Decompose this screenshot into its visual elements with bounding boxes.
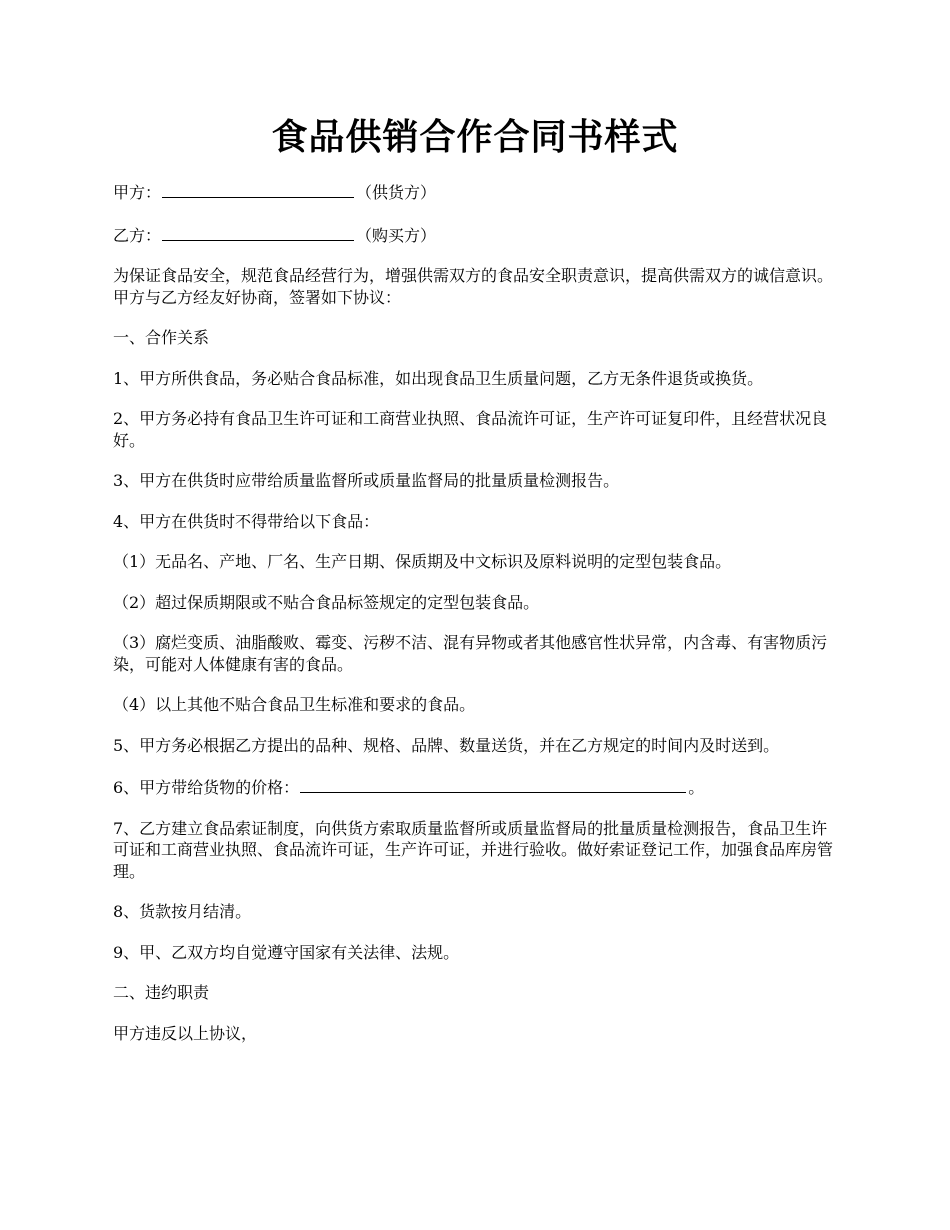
- intro-paragraph: 为保证食品安全，规范食品经营行为，增强供需双方的食品安全职责意识，提高供需双方的诚信意识。甲方与乙方经友好协商，签署如下协议：: [113, 266, 834, 307]
- clause-7: 7、乙方建立食品索证制度，向供货方索取质量监督所或质量监督局的批量质量检测报告，食品卫生许可证和工商营业执照、食品流许可证，生产许可证，并进行验收。做好索证登记工作，加强食品库房管理。: [113, 818, 834, 881]
- clause-6-end: 。: [688, 778, 705, 797]
- section-heading-breach: 二、违约职责: [113, 983, 210, 1002]
- sub-clause-2: （2）超过保质期限或不贴合食品标签规定的定型包装食品。: [113, 592, 540, 612]
- party-b-label: 乙方：: [113, 225, 162, 245]
- clause-9: 9、甲、乙双方均自觉遵守国家有关法律、法规。: [113, 942, 460, 962]
- party-a-label: 甲方：: [113, 183, 162, 202]
- clause-1: 1、甲方所供食品，务必贴合食品标准，如出现食品卫生质量问题，乙方无条件退货或换货。: [113, 368, 764, 388]
- breach-paragraph: 甲方违反以上协议，: [113, 1023, 258, 1043]
- clause-6-label: 6、甲方带给货物的价格：: [113, 778, 300, 797]
- document-body: [113, 180, 841, 1063]
- party-b-role: （购买方）: [356, 225, 437, 245]
- clause-3: 3、甲方在供货时应带给质量监督所或质量监督局的批量质量检测报告。: [113, 471, 620, 490]
- party-a-role: （供货方）: [356, 183, 437, 202]
- price-blank: [300, 775, 686, 793]
- clause-5: 5、甲方务必根据乙方提出的品种、规格、品牌、数量送货，并在乙方规定的时间内及时送到。: [113, 735, 780, 755]
- party-a-blank: [162, 180, 354, 198]
- section-heading-cooperation: 一、合作关系: [113, 328, 210, 347]
- sub-clause-1: （1）无品名、产地、厂名、生产日期、保质期及中文标识及原料说明的定型包装食品。: [113, 552, 732, 571]
- clause-6: [113, 775, 841, 799]
- party-a-line: [113, 180, 841, 204]
- clause-2: 2、甲方务必持有食品卫生许可证和工商营业执照、食品流许可证，生产许可证复印件，且经营状况良好。: [113, 409, 828, 450]
- clause-8: 8、货款按月结清。: [113, 902, 252, 921]
- document-title: 食品供销合作合同书样式: [271, 116, 679, 158]
- party-b-blank: [162, 223, 354, 241]
- party-b-line: [113, 223, 841, 247]
- sub-clause-4: （4）以上其他不贴合食品卫生标准和要求的食品。: [113, 695, 476, 714]
- clause-4: 4、甲方在供货时不得带给以下食品：: [113, 511, 380, 531]
- sub-clause-3: （3）腐烂变质、油脂酸败、霉变、污秽不洁、混有异物或者其他感官性状异常，内含毒、有害物质污染，可能对人体健康有害的食品。: [113, 633, 828, 674]
